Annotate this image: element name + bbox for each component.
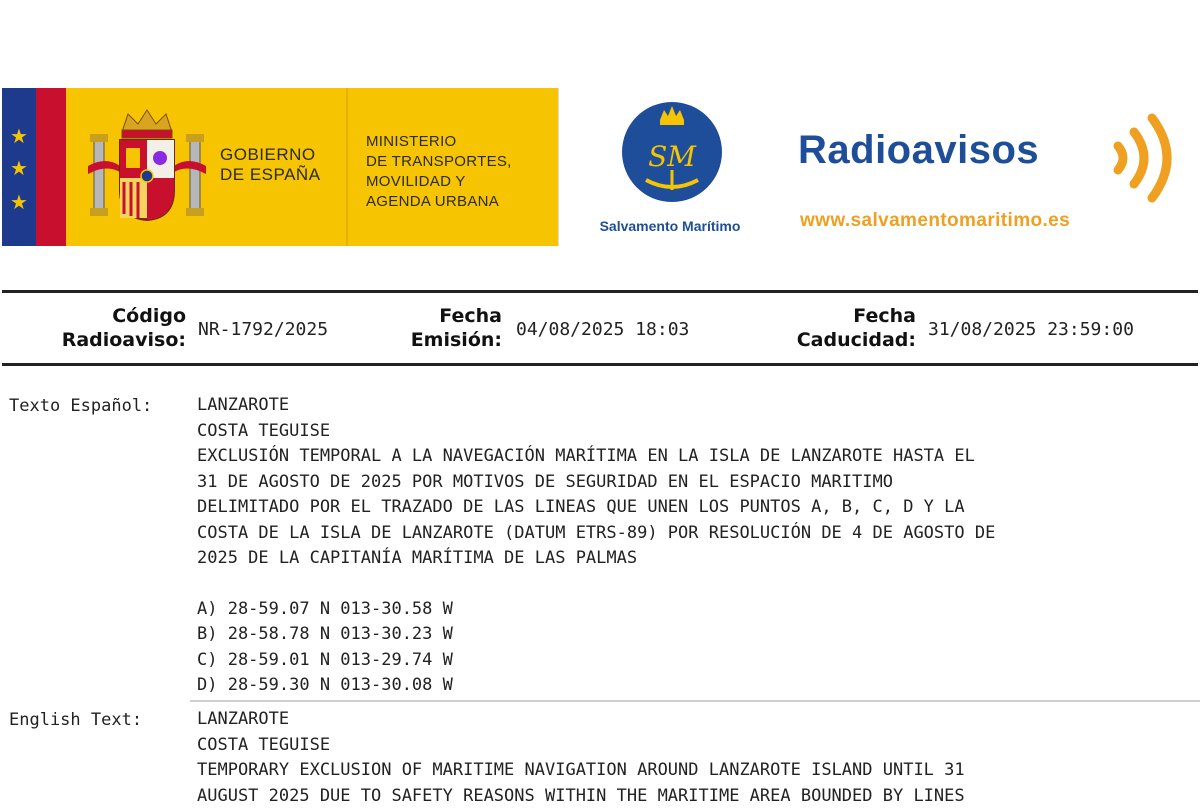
website-url: www.salvamentomaritimo.es (800, 210, 1070, 232)
text-line: COSTA DE LA ISLA DE LANZAROTE (DATUM ETRS-89) POR RESOLUCIÓN DE 4 DE AGOSTO DE (197, 521, 1197, 547)
government-logo (66, 88, 346, 246)
text-line: COSTA TEGUISE (197, 419, 1197, 445)
section-divider (190, 700, 1200, 702)
text-line: COSTA TEGUISE (197, 733, 1197, 759)
text-line: 31 DE AGOSTO DE 2025 POR MOTIVOS DE SEGURIDAD EN EL ESPACIO MARITIMO (197, 470, 1197, 496)
text-line: TEMPORARY EXCLUSION OF MARITIME NAVIGATION AROUND LANZAROTE ISLAND UNTIL 31 (197, 758, 1197, 784)
coordinate-point: D) 28-59.30 N 013-30.08 W (197, 673, 1197, 699)
text-line: EXCLUSIÓN TEMPORAL A LA NAVEGACIÓN MARÍTIMA EN LA ISLA DE LANZAROTE HASTA EL (197, 444, 1197, 470)
text-line: 2025 DE LA CAPITANÍA MARÍTIMA DE LAS PALMAS (197, 546, 1197, 572)
issue-date-label: Fecha Emisión: (382, 304, 502, 352)
star-icon: ★ (9, 158, 29, 178)
radioavisos-logo (780, 88, 1198, 246)
text-line: AUGUST 2025 DUE TO SAFETY REASONS WITHIN THE MARITIME AREA BOUNDED BY LINES (197, 784, 1197, 809)
english-text-label: English Text: (9, 710, 142, 730)
text-line: LANZAROTE (197, 393, 1197, 419)
notice-header (2, 290, 1198, 366)
header-banner (2, 88, 1198, 246)
ministry-name: MINISTERIO DE TRANSPORTES, MOVILIDAD Y AGENDA URBANA (366, 132, 512, 212)
spanish-text-label: Texto Español: (9, 396, 152, 416)
svg-text:SM: SM (648, 140, 697, 173)
eu-flag-strip (2, 88, 36, 246)
radioavisos-title: Radioavisos (798, 128, 1039, 173)
text-line: DELIMITADO POR EL TRAZADO DE LAS LINEAS QUE UNEN LOS PUNTOS A, B, C, D Y LA (197, 495, 1197, 521)
coordinate-point: A) 28-59.07 N 013-30.58 W (197, 597, 1197, 623)
sm-emblem-icon (612, 96, 732, 204)
code-value: NR-1792/2025 (198, 319, 328, 340)
expiry-date-value: 31/08/2025 23:59:00 (928, 319, 1134, 340)
coordinate-point: C) 28-59.01 N 013-29.74 W (197, 648, 1197, 674)
english-text (197, 707, 1197, 809)
coat-of-arms-icon (86, 106, 208, 226)
coordinate-point: B) 28-58.78 N 013-30.23 W (197, 622, 1197, 648)
radio-waves-icon (1110, 112, 1190, 204)
star-icon: ★ (9, 192, 29, 212)
code-label: Código Radioaviso: (2, 304, 186, 352)
salvamento-maritimo-logo (558, 88, 782, 246)
text-line: LANZAROTE (197, 707, 1197, 733)
spain-flag-strip (36, 88, 66, 246)
government-name: GOBIERNO DE ESPAÑA (220, 145, 321, 185)
issue-date-value: 04/08/2025 18:03 (516, 319, 689, 340)
star-icon: ★ (9, 126, 29, 146)
ministry-logo (346, 88, 558, 246)
sm-caption: Salvamento Marítimo (559, 218, 781, 234)
expiry-date-label: Fecha Caducidad: (762, 304, 916, 352)
spanish-text (197, 393, 1197, 699)
